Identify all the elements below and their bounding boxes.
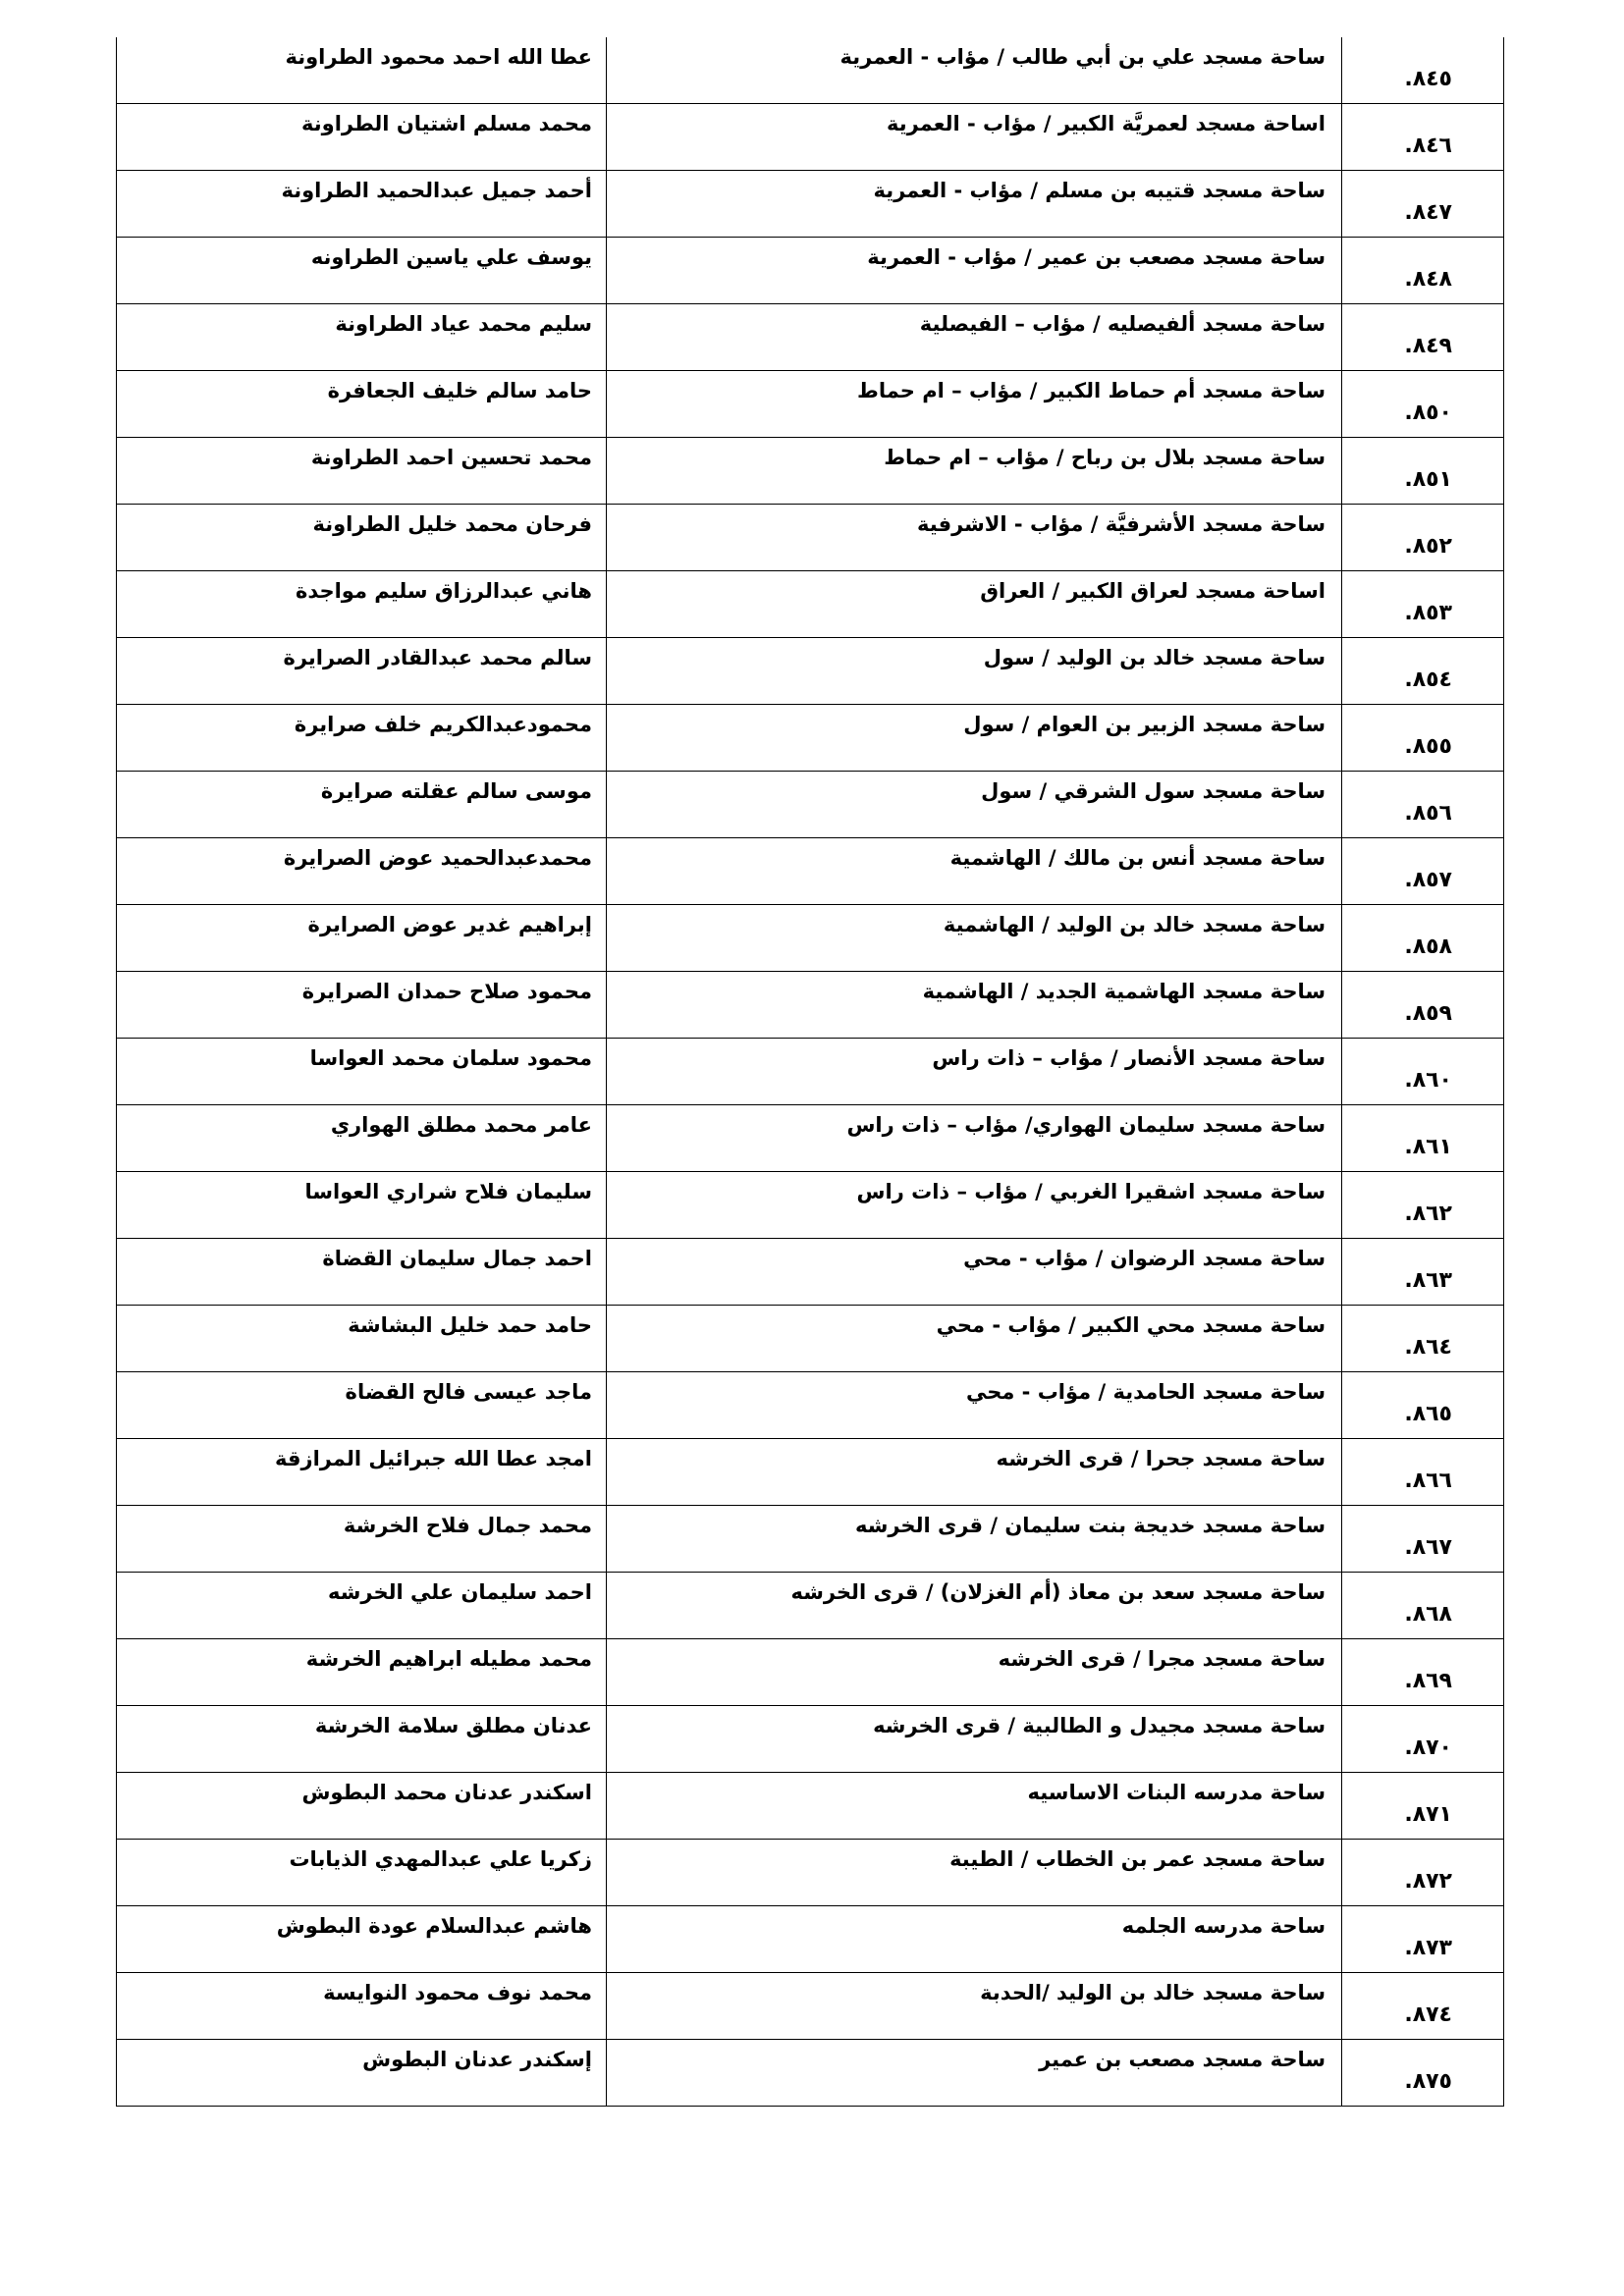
- location-name: ساحة مسجد خالد بن الوليد /الحدبة: [980, 1981, 1326, 2004]
- place-cell: [607, 1039, 1342, 1105]
- row-number: ٨٥٩.: [1404, 1001, 1452, 1026]
- num-cell: [1342, 1306, 1504, 1372]
- num-cell: [1342, 1840, 1504, 1906]
- place-cell: [607, 1172, 1342, 1239]
- name-cell: [117, 772, 607, 838]
- row-number: ٨٦٤.: [1404, 1335, 1452, 1360]
- row-number: ٨٥٢.: [1404, 534, 1452, 559]
- responsible-name: إسكندر عدنان البطوش: [362, 2048, 592, 2071]
- responsible-name: سالم محمد عبدالقادر الصرايرة: [283, 646, 592, 669]
- location-name: ساحة مسجد بلال بن رباح / مؤاب – ام حماط: [884, 446, 1326, 469]
- row-number: ٨٥٣.: [1404, 601, 1452, 625]
- responsible-name: احمد سليمان علي الخرشه: [328, 1580, 592, 1604]
- location-name: ساحة مسجد مصعب بن عمير: [1039, 2048, 1326, 2071]
- place-cell: [607, 1706, 1342, 1773]
- place-cell: [607, 371, 1342, 438]
- responsible-name: فرحان محمد خليل الطراونة: [312, 512, 592, 536]
- table-row: [117, 2040, 1504, 2107]
- location-name: ساحة مسجد مصعب بن عمير / مؤاب - العمرية: [867, 245, 1326, 269]
- name-cell: [117, 1773, 607, 1840]
- place-cell: [607, 838, 1342, 905]
- responsible-name: عامر محمد مطلق الهواري: [330, 1113, 592, 1137]
- location-name: اساحة مسجد لعمريَّة الكبير / مؤاب - العمرية: [887, 112, 1326, 135]
- name-cell: [117, 1239, 607, 1306]
- row-number: ٨٦٣.: [1404, 1268, 1452, 1293]
- row-number: ٨٦٥.: [1404, 1402, 1452, 1426]
- table-row: [117, 705, 1504, 772]
- name-cell: [117, 1105, 607, 1172]
- name-cell: [117, 238, 607, 304]
- place-cell: [607, 1973, 1342, 2040]
- name-cell: [117, 1439, 607, 1506]
- table-row: [117, 238, 1504, 304]
- name-cell: [117, 304, 607, 371]
- table-row: [117, 905, 1504, 972]
- responsible-name: اسكندر عدنان محمد البطوش: [301, 1781, 592, 1804]
- num-cell: [1342, 1506, 1504, 1573]
- row-number: ٨٦٧.: [1404, 1535, 1452, 1560]
- place-cell: [607, 1840, 1342, 1906]
- responsible-name: محمدعبدالحميد عوض الصرايرة: [283, 846, 592, 870]
- name-cell: [117, 705, 607, 772]
- table-row: [117, 1906, 1504, 1973]
- row-number: ٨٦٠.: [1404, 1068, 1452, 1093]
- location-name: ساحة مسجد أنس بن مالك / الهاشمية: [949, 846, 1326, 870]
- row-number: ٨٥٥.: [1404, 734, 1452, 759]
- place-cell: [607, 972, 1342, 1039]
- num-cell: [1342, 1906, 1504, 1973]
- table-row: [117, 1039, 1504, 1105]
- row-number: ٨٦٦.: [1404, 1468, 1452, 1493]
- num-cell: [1342, 1105, 1504, 1172]
- location-name: ساحة مدرسه البنات الاساسيه: [1027, 1781, 1326, 1804]
- table-row: [117, 1372, 1504, 1439]
- location-name: ساحة مسجد سول الشرقي / سول: [981, 779, 1326, 803]
- responsible-name: سليمان فلاح شراري العواسا: [304, 1180, 592, 1203]
- num-cell: [1342, 104, 1504, 171]
- row-number: ٨٤٦.: [1404, 133, 1452, 158]
- responsible-name: احمد جمال سليمان القضاة: [322, 1247, 592, 1270]
- num-cell: [1342, 772, 1504, 838]
- row-number: ٨٥٤.: [1404, 667, 1452, 692]
- responsible-name: محمود صلاح حمدان الصرايرة: [301, 980, 592, 1003]
- table-row: [117, 1105, 1504, 1172]
- table-row: [117, 1172, 1504, 1239]
- table-row: [117, 438, 1504, 505]
- location-name: ساحة مسجد اشقيرا الغربي / مؤاب – ذات راس: [856, 1180, 1326, 1203]
- location-name: ساحة مسجد قتيبه بن مسلم / مؤاب - العمرية: [873, 179, 1326, 202]
- name-cell: [117, 905, 607, 972]
- num-cell: [1342, 1773, 1504, 1840]
- name-cell: [117, 972, 607, 1039]
- location-name: ساحة مسجد الأشرفيَّة / مؤاب - الاشرفية: [917, 512, 1326, 536]
- name-cell: [117, 1172, 607, 1239]
- place-cell: [607, 505, 1342, 571]
- table-row: [117, 1306, 1504, 1372]
- row-number: ٨٥٨.: [1404, 934, 1452, 959]
- place-cell: [607, 104, 1342, 171]
- row-number: ٨٦٩.: [1404, 1669, 1452, 1693]
- name-cell: [117, 1906, 607, 1973]
- name-cell: [117, 1372, 607, 1439]
- row-number: ٨٦٨.: [1404, 1602, 1452, 1627]
- table-row: [117, 1773, 1504, 1840]
- table-row: [117, 1840, 1504, 1906]
- place-cell: [607, 2040, 1342, 2107]
- location-name: ساحة مسجد مجرا / قرى الخرشه: [998, 1647, 1326, 1671]
- num-cell: [1342, 171, 1504, 238]
- row-number: ٨٦١.: [1404, 1135, 1452, 1159]
- table-row: [117, 1706, 1504, 1773]
- row-number: ٨٧٢.: [1404, 1869, 1452, 1894]
- location-name: ساحة مسجد سعد بن معاذ (أم الغزلان) / قرى الخرشه: [790, 1580, 1326, 1604]
- place-cell: [607, 905, 1342, 972]
- location-name: ساحة مسجد مجيدل و الطالبية / قرى الخرشه: [873, 1714, 1326, 1737]
- table-row: [117, 638, 1504, 705]
- responsible-name: عطا الله احمد محمود الطراونة: [285, 45, 592, 69]
- num-cell: [1342, 304, 1504, 371]
- num-cell: [1342, 1039, 1504, 1105]
- row-number: ٨٤٥.: [1404, 67, 1452, 91]
- num-cell: [1342, 238, 1504, 304]
- table-row: [117, 1506, 1504, 1573]
- name-cell: [117, 571, 607, 638]
- name-cell: [117, 1506, 607, 1573]
- place-cell: [607, 1439, 1342, 1506]
- num-cell: [1342, 838, 1504, 905]
- table-row: [117, 1973, 1504, 2040]
- responsible-name: يوسف علي ياسين الطراونه: [310, 245, 592, 269]
- table-row: [117, 1239, 1504, 1306]
- row-number: ٨٧٠.: [1404, 1735, 1452, 1760]
- location-name: ساحة مسجد سليمان الهواري/ مؤاب – ذات راس: [846, 1113, 1326, 1137]
- row-number: ٨٥٠.: [1404, 400, 1452, 425]
- location-name: ساحة مسجد الحامدية / مؤاب - محي: [965, 1380, 1326, 1404]
- row-number: ٨٤٩.: [1404, 334, 1452, 358]
- table-row: [117, 972, 1504, 1039]
- place-cell: [607, 1906, 1342, 1973]
- place-cell: [607, 1306, 1342, 1372]
- place-cell: [607, 1639, 1342, 1706]
- num-cell: [1342, 1706, 1504, 1773]
- name-cell: [117, 1706, 607, 1773]
- num-cell: [1342, 638, 1504, 705]
- location-name: ساحة مسجد خالد بن الوليد / سول: [983, 646, 1326, 669]
- place-cell: [607, 1773, 1342, 1840]
- num-cell: [1342, 371, 1504, 438]
- responsible-name: زكريا علي عبدالمهدي الذيابات: [289, 1847, 592, 1871]
- place-cell: [607, 238, 1342, 304]
- table-row: [117, 371, 1504, 438]
- responsible-name: حامد سالم خليف الجعافرة: [327, 379, 592, 402]
- location-name: ساحة مسجد خديجة بنت سليمان / قرى الخرشه: [854, 1514, 1326, 1537]
- place-cell: [607, 1372, 1342, 1439]
- responsible-name: سليم محمد عياد الطراونة: [335, 312, 592, 336]
- location-name: ساحة مسجد الأنصار / مؤاب – ذات راس: [932, 1046, 1326, 1070]
- place-cell: [607, 1105, 1342, 1172]
- location-name: ساحة مسجد الهاشمية الجديد / الهاشمية: [922, 980, 1326, 1003]
- num-cell: [1342, 1973, 1504, 2040]
- place-cell: [607, 438, 1342, 505]
- name-cell: [117, 371, 607, 438]
- responsible-name: عدنان مطلق سلامة الخرشة: [314, 1714, 592, 1737]
- num-cell: [1342, 972, 1504, 1039]
- place-cell: [607, 1506, 1342, 1573]
- table-row: [117, 571, 1504, 638]
- responsible-name: محمود سلمان محمد العواسا: [309, 1046, 592, 1070]
- responsible-name: محمد مسلم اشتيان الطراونة: [301, 112, 592, 135]
- row-number: ٨٥٦.: [1404, 801, 1452, 826]
- row-number: ٨٧٣.: [1404, 1936, 1452, 1960]
- table-row: [117, 304, 1504, 371]
- place-cell: [607, 171, 1342, 238]
- row-number: ٨٧٥.: [1404, 2069, 1452, 2094]
- num-cell: [1342, 905, 1504, 972]
- assignments-table: [116, 37, 1504, 2107]
- table-row: [117, 505, 1504, 571]
- row-number: ٨٦٢.: [1404, 1201, 1452, 1226]
- row-number: ٨٥٧.: [1404, 868, 1452, 892]
- responsible-name: محمودعبدالكريم خلف صرايرة: [294, 713, 592, 736]
- row-number: ٨٤٨.: [1404, 267, 1452, 292]
- table-row: [117, 1439, 1504, 1506]
- num-cell: [1342, 438, 1504, 505]
- name-cell: [117, 838, 607, 905]
- place-cell: [607, 37, 1342, 104]
- num-cell: [1342, 571, 1504, 638]
- place-cell: [607, 1239, 1342, 1306]
- responsible-name: موسى سالم عقلته صرايرة: [320, 779, 592, 803]
- responsible-name: محمد نوف محمود النوايسة: [323, 1981, 592, 2004]
- place-cell: [607, 772, 1342, 838]
- location-name: ساحة مسجد الرضوان / مؤاب - محي: [963, 1247, 1326, 1270]
- name-cell: [117, 1639, 607, 1706]
- table-body: [117, 37, 1504, 2107]
- num-cell: [1342, 1639, 1504, 1706]
- name-cell: [117, 1973, 607, 2040]
- responsible-name: امجد عطا الله جبرائيل المرازقة: [275, 1447, 592, 1470]
- place-cell: [607, 571, 1342, 638]
- responsible-name: هاشم عبدالسلام عودة البطوش: [276, 1914, 592, 1938]
- responsible-name: إبراهيم غدير عوض الصرايرة: [307, 913, 592, 936]
- table-row: [117, 772, 1504, 838]
- location-name: ساحة مسجد محي الكبير / مؤاب - محي: [936, 1313, 1326, 1337]
- num-cell: [1342, 505, 1504, 571]
- location-name: ساحة مسجد الزبير بن العوام / سول: [963, 713, 1326, 736]
- name-cell: [117, 37, 607, 104]
- place-cell: [607, 638, 1342, 705]
- responsible-name: محمد مطيله ابراهيم الخرشة: [305, 1647, 592, 1671]
- name-cell: [117, 438, 607, 505]
- location-name: اساحة مسجد لعراق الكبير / العراق: [980, 579, 1326, 603]
- name-cell: [117, 2040, 607, 2107]
- place-cell: [607, 705, 1342, 772]
- responsible-name: ماجد عيسى فالح القضاة: [345, 1380, 592, 1404]
- table-row: [117, 838, 1504, 905]
- row-number: ٨٧٤.: [1404, 2002, 1452, 2027]
- name-cell: [117, 1840, 607, 1906]
- num-cell: [1342, 1573, 1504, 1639]
- responsible-name: محمد جمال فلاح الخرشة: [343, 1514, 592, 1537]
- num-cell: [1342, 705, 1504, 772]
- responsible-name: محمد تحسين احمد الطراونة: [310, 446, 592, 469]
- num-cell: [1342, 2040, 1504, 2107]
- name-cell: [117, 104, 607, 171]
- row-number: ٨٧١.: [1404, 1802, 1452, 1827]
- location-name: ساحة مسجد عمر بن الخطاب / الطيبة: [949, 1847, 1326, 1871]
- responsible-name: حامد حمد خليل البشاشة: [348, 1313, 592, 1337]
- name-cell: [117, 1039, 607, 1105]
- place-cell: [607, 1573, 1342, 1639]
- name-cell: [117, 171, 607, 238]
- table-row: [117, 104, 1504, 171]
- table-row: [117, 171, 1504, 238]
- name-cell: [117, 638, 607, 705]
- row-number: ٨٥١.: [1404, 467, 1452, 492]
- location-name: ساحة مسجد ألفيصليه / مؤاب – الفيصلية: [919, 312, 1326, 336]
- table-row: [117, 1573, 1504, 1639]
- location-name: ساحة مسجد علي بن أبي طالب / مؤاب - العمرية: [839, 45, 1326, 69]
- location-name: ساحة مسجد أم حماط الكبير / مؤاب – ام حماط: [857, 379, 1326, 402]
- num-cell: [1342, 1239, 1504, 1306]
- num-cell: [1342, 1439, 1504, 1506]
- location-name: ساحة مسجد جحرا / قرى الخرشه: [996, 1447, 1326, 1470]
- location-name: ساحة مسجد خالد بن الوليد / الهاشمية: [943, 913, 1326, 936]
- place-cell: [607, 304, 1342, 371]
- table-row: [117, 37, 1504, 104]
- num-cell: [1342, 1172, 1504, 1239]
- name-cell: [117, 505, 607, 571]
- name-cell: [117, 1306, 607, 1372]
- num-cell: [1342, 37, 1504, 104]
- location-name: ساحة مدرسه الجلمه: [1121, 1914, 1326, 1938]
- num-cell: [1342, 1372, 1504, 1439]
- responsible-name: أحمد جميل عبدالحميد الطراونة: [281, 179, 592, 202]
- name-cell: [117, 1573, 607, 1639]
- row-number: ٨٤٧.: [1404, 200, 1452, 225]
- responsible-name: هاني عبدالرزاق سليم مواجدة: [295, 579, 592, 603]
- table-row: [117, 1639, 1504, 1706]
